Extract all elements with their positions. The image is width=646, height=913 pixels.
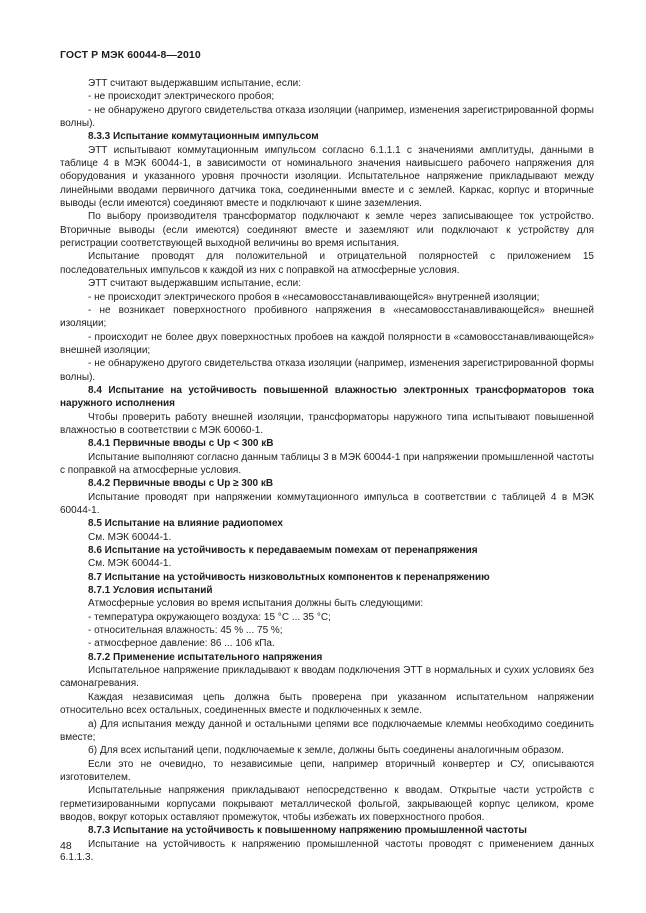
section-heading: 8.7 Испытание на устойчивость низковольтных компонентов к перенапряжению <box>88 571 490 583</box>
section-heading: 8.4.1 Первичные вводы с Uр < 300 кВ <box>88 438 274 450</box>
paragraph: Испытание на устойчивость к напряжению промышленной частоты проводят с применением данных 6.1.1.3. <box>60 838 594 863</box>
paragraph: - относительная влажность: 45 % ... 75 %; <box>88 625 283 637</box>
section-heading: 8.4 Испытание на устойчивость повышенной влажностью электронных трансформаторов тока наружного исполнения <box>60 384 594 410</box>
paragraph: ЭТТ считают выдержавшим испытание, если: <box>88 278 302 290</box>
paragraph: Испытательные напряжения прикладывают непосредственно к вводам. Открытые части устройств с герметизированными корпусами покрывают металлической фольгой, закрывающей корпус целиком, кроме вводов, вокруг которых оставляют промежуток, чтобы избежать их поверхностного пробоя. <box>60 785 594 823</box>
paragraph: - температура окружающего воздуха: 15 °С ... 35 °С; <box>88 611 331 623</box>
paragraph: Испытание проводят при напряжении коммутационного импульса в соответствии с таблицей 4 в МЭК 60044-1. <box>60 491 594 516</box>
paragraph: - атмосферное давление: 86 ... 106 кПа. <box>88 638 275 650</box>
section-heading: 8.3.3 Испытание коммутационным импульсом <box>88 131 319 143</box>
section-heading: 8.7.1 Условия испытаний <box>88 585 213 597</box>
paragraph: По выбору производителя трансформатор подключают к земле через записывающее ток устройство. Вторичные выводы (если имеются) соединяют вместе и заземляют или подключают к устройству для регистрации соответствующей выходной величины во время испытания. <box>60 211 594 250</box>
paragraph: - происходит не более двух поверхностных пробоев на каждой полярности в «самовосстанавливающейся» внешней изоляции; <box>60 331 594 356</box>
section-heading: 8.4.2 Первичные вводы с Uр ≥ 300 кВ <box>88 478 274 490</box>
paragraph: Каждая независимая цепь должна быть проверена при указанном испытательном напряжении относительно всех остальных, соединенных вместе и подключенных к земле. <box>60 691 594 717</box>
page-number: 48 <box>60 840 72 852</box>
paragraph: - не возникает поверхностного пробивного напряжения в «несамовосстанавливающейся» внешней изоляции; <box>60 304 594 330</box>
document-header: ГОСТ Р МЭК 60044-8—2010 <box>60 49 201 61</box>
paragraph: ЭТТ испытывают коммутационным импульсом согласно 6.1.1.1 с значениями амплитуды, данными в таблице 4 в МЭК 60044-1, в зависимости от номинального значения наивысшего рабочего напряжения для оборудования и указанного уровня прочности изоляции. Испытательное напряжение прикладывают между линейными вводами первичного датчика тока, соединенными вместе и с землей. Каркас, корпус и вторичные выводы (если имеются) соединяют вместе и подключают к шине заземления. <box>60 144 594 210</box>
paragraph: См. МЭК 60044-1. <box>88 531 172 543</box>
paragraph: - не обнаружено другого свидетельства отказа изоляции (например, изменения зарегистрированной формы волны). <box>60 104 594 130</box>
paragraph: - не обнаружено другого свидетельства отказа изоляции (например, изменения зарегистрированной формы волны). <box>60 358 594 383</box>
paragraph: Испытание выполняют согласно данным таблицы 3 в МЭК 60044-1 при напряжении промышленной частоты с поправкой на атмосферные условия. <box>60 451 594 476</box>
paragraph: Атмосферные условия во время испытания должны быть следующими: <box>88 598 424 610</box>
paragraph: а) Для испытания между данной и остальными цепями все подключаемые клеммы необходимо соединить вместе; <box>60 718 594 743</box>
paragraph: ЭТТ считают выдержавшим испытание, если: <box>88 78 302 89</box>
paragraph: - не происходит электрического пробоя в «несамовосстанавливающейся» внутренней изоляции; <box>88 291 540 303</box>
document-body <box>60 77 594 864</box>
paragraph: Если это не очевидно, то независимые цепи, например вторичный конвертер и СУ, описываются изготовителем. <box>60 758 594 783</box>
paragraph: См. МЭК 60044-1. <box>88 558 172 570</box>
section-heading: 8.7.2 Применение испытательного напряжения <box>88 651 323 663</box>
paragraph: - не происходит электрического пробоя; <box>88 91 275 103</box>
section-heading: 8.5 Испытание на влияние радиопомех <box>88 518 283 530</box>
paragraph: Чтобы проверить работу внешней изоляции, трансформаторы наружного типа испытывают повышенной влажностью в соответствии с МЭК 60060-1. <box>60 411 594 436</box>
paragraph: Испытательное напряжение прикладывают к вводам подключения ЭТТ в нормальных и сухих условиях без самонагревания. <box>60 665 594 690</box>
section-heading: 8.6 Испытание на устойчивость к передаваемым помехам от перенапряжения <box>88 545 478 557</box>
paragraph: Испытание проводят для положительной и отрицательной полярностей с приложением 15 последовательных импульсов к каждой из них с поправкой на атмосферные условия. <box>60 251 594 276</box>
section-heading: 8.7.3 Испытание на устойчивость к повышенному напряжению промышленной частоты <box>88 825 527 837</box>
paragraph: б) Для всех испытаний цепи, подключаемые к земле, должны быть соединены аналогичным образом. <box>88 745 564 757</box>
